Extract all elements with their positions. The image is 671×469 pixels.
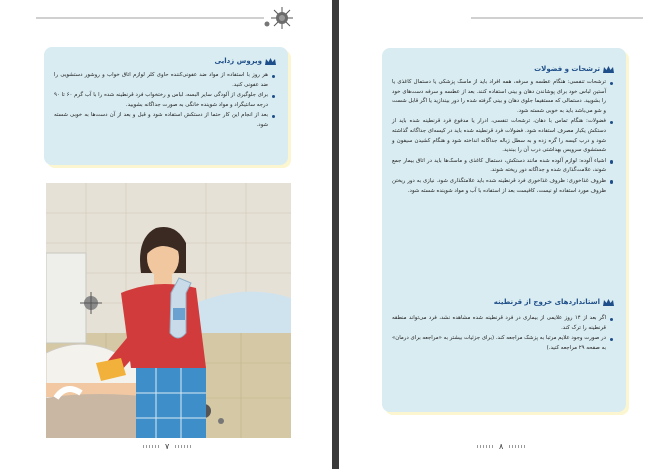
secretions-list: [392, 78, 614, 197]
list-item: فضولات: هنگام تماس با دهان، ترشحات تنفسی، ادرار یا مدفوع فرد قرنطینه شده باید از دستکش یکبار مصرف استفاده شود. فضولات فرد قرنطینه شده باید در کیسه‌ای جداگانه گذاشته شود و درب کیسه را گره زده و به سطل زباله جداگانه انداخته شود و هنگام کشیدن سیفون و شستشوی سرویس بهداشتی درب آن را ببندید.: [392, 117, 614, 155]
secretions-title: ترشحات و فضولات: [534, 65, 600, 73]
section-heading: [534, 65, 614, 73]
crown-icon: [603, 299, 614, 306]
disinfection-box: [44, 47, 288, 165]
virus-icon: [262, 5, 296, 31]
list-item: در صورت وجود علایم مرتبا به پزشک مراجعه کند. (برای جزئیات بیشتر به «مراجعه برای درمان» به صفحه ۲۹ مراجعه کنید.): [392, 334, 614, 353]
list-item: هر روز با استفاده از مواد ضد عفونی‌کننده حاوی کلر لوازم اتاق خواب و روشور دستشویی را ضد عفونی کنید.: [54, 71, 276, 90]
list-item: اگر بعد از ۱۴ روز علایمی از بیماری در فرد قرنطینه شده مشاهده نشد، فرد می‌تواند منطقه قرنطینه را ترک کند.: [392, 314, 614, 333]
list-item: بعد از انجام این کار حتما از دستکش استفاده شود و قبل و بعد از آن دست‌ها به خوبی شسته شود.: [54, 111, 276, 130]
header-rule: [36, 17, 264, 19]
disinfection-list: [54, 71, 276, 132]
page-footer: [477, 442, 525, 451]
page-number: ۷: [165, 442, 170, 451]
left-page: [0, 0, 332, 469]
page-footer: [143, 442, 191, 451]
secretions-box: [382, 48, 626, 412]
crown-icon: [265, 58, 276, 65]
list-item: برای جلوگیری از آلودگی سایر البسه، لباس و رختخواب فرد قرنطینه شده را با آب گرم ۶۰ تا ۹۰ درجه سانتیگراد و مواد شوینده خانگی به صورت جداگانه بشویید.: [54, 91, 276, 110]
cleaning-illustration: [46, 183, 291, 438]
crown-icon: [603, 66, 614, 73]
quarantine-exit-title: استانداردهای خروج از قرنطینه: [493, 298, 600, 306]
quarantine-exit-list: [392, 314, 614, 354]
list-item: ترشحات تنفسی: هنگام عطسه و سرفه، همه افراد باید از ماسک پزشکی یا دستمال کاغذی یا آستین لباس خود برای پوشاندن دهان و بینی استفاده کنند. بعد از عطسه و سرفه دست‌های خود را بشویید. دستمالی که مستقیما جلوی دهان و بینی گرفته شده را دور بیندازید یا اگر قابل شست و شو می‌باشد باید به خوبی شسته شود.: [392, 78, 614, 116]
list-item: اشیاء آلوده: لوازم آلوده شده مانند دستکش، دستمال کاغذی و ماسک‌ها باید در اتاق بیمار جمع شوند، علامت‌گذاری شده و جداگانه دور ریخته شوند.: [392, 157, 614, 176]
page-number: ۸: [499, 442, 504, 451]
section-heading: [494, 298, 614, 306]
section-heading: [214, 57, 276, 65]
header-rule: [471, 17, 643, 19]
right-page: [339, 0, 671, 469]
list-item: ظروف غذاخوری: ظروف غذاخوری فرد قرنطینه شده باید علامتگذاری شود. نیازی به دور ریختن ظروف مورد استفاده او نیست، کافیست بعد از استفاده با آب و مواد شوینده شسته شود.: [392, 177, 614, 196]
disinfection-title: ویروس زدایی: [214, 57, 262, 65]
